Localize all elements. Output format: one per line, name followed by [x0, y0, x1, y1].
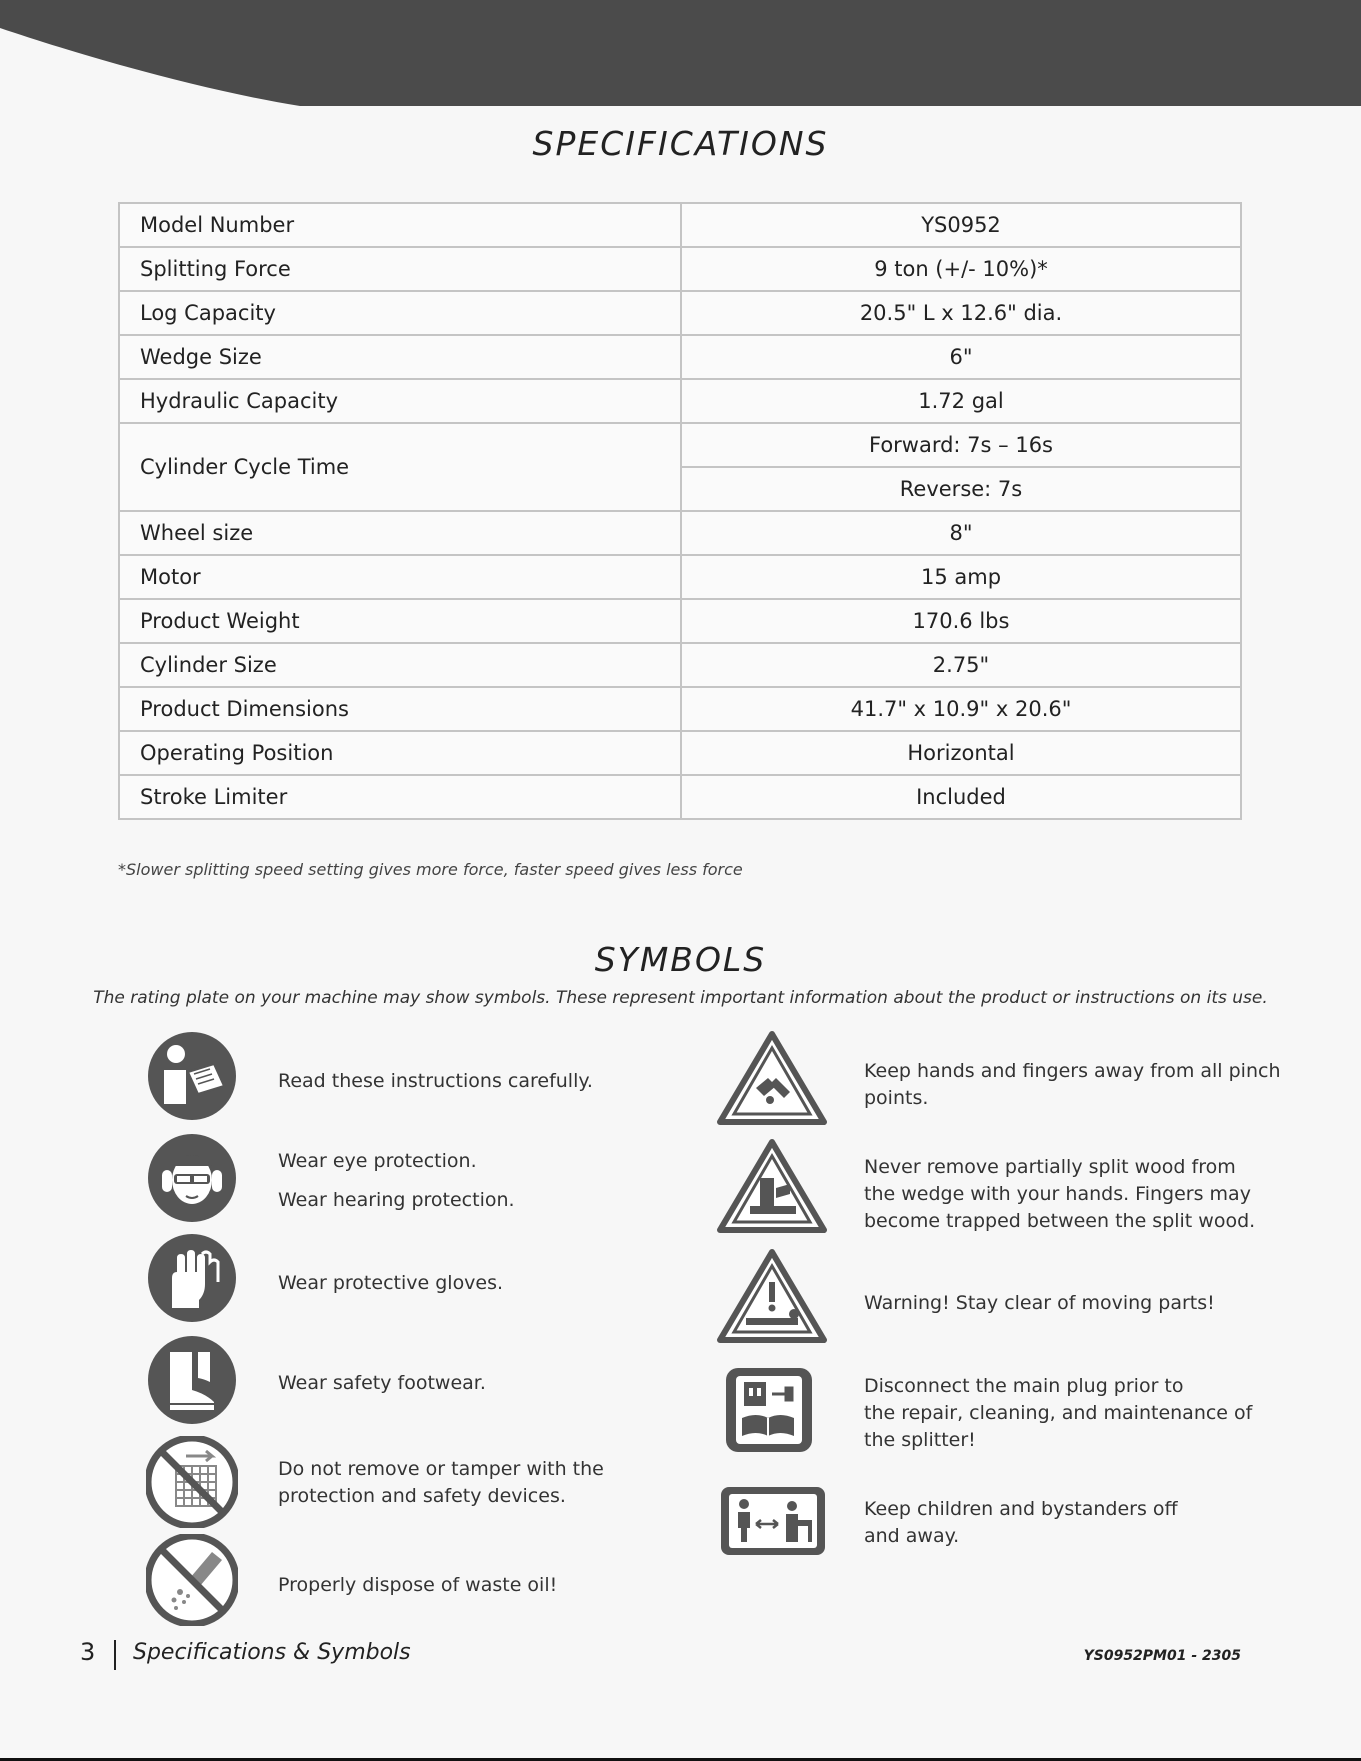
table-row — [119, 423, 1241, 467]
spec-value: 15 amp — [681, 555, 1241, 599]
pinch-point-warning-icon — [716, 1030, 828, 1126]
spec-value: Horizontal — [681, 731, 1241, 775]
spec-label: Wedge Size — [119, 335, 681, 379]
spec-value: 20.5" L x 12.6" dia. — [681, 291, 1241, 335]
spec-label: Cylinder Size — [119, 643, 681, 687]
eye-ear-protection-icon — [146, 1132, 238, 1224]
table-row — [119, 379, 1241, 423]
spec-value: 6" — [681, 335, 1241, 379]
safety-boot-icon — [146, 1334, 238, 1426]
table-row — [119, 555, 1241, 599]
spec-value: YS0952 — [681, 203, 1241, 247]
symbol-text: Never remove partially split wood from the wedge with your hands. Fingers may become trapped between the split wood. — [864, 1156, 1256, 1232]
symbol-text: Wear safety footwear. — [278, 1372, 486, 1394]
disconnect-plug-icon — [722, 1364, 816, 1456]
spec-value: 1.72 gal — [681, 379, 1241, 423]
specifications-table — [118, 202, 1242, 820]
footer-section-title: Specifications & Symbols — [133, 1640, 411, 1665]
spec-value: Included — [681, 775, 1241, 819]
table-row — [119, 687, 1241, 731]
symbol-text: Disconnect the main plug prior to the repair, cleaning, and maintenance of the splitter! — [864, 1375, 1253, 1451]
document-code: YS0952PM01 - 2305 — [1083, 1648, 1241, 1664]
spec-label: Cylinder Cycle Time — [119, 423, 681, 511]
spec-value: 9 ton (+/- 10%)* — [681, 247, 1241, 291]
read-manual-icon — [146, 1030, 238, 1122]
page-number: 3 — [80, 1638, 96, 1666]
symbols-intro: The rating plate on your machine may show symbols. These represent important information about the product or instructions on its use. — [93, 988, 1268, 1008]
spec-label: Motor — [119, 555, 681, 599]
spec-label: Hydraulic Capacity — [119, 379, 681, 423]
symbol-text: Wear protective gloves. — [278, 1272, 504, 1294]
symbol-text: Do not remove or tamper with the protection and safety devices. — [278, 1458, 604, 1507]
symbol-text: Keep hands and fingers away from all pinch points. — [864, 1060, 1281, 1109]
spec-value: 8" — [681, 511, 1241, 555]
symbols-title: SYMBOLS — [594, 940, 767, 979]
spec-label: Product Dimensions — [119, 687, 681, 731]
header-band — [0, 0, 1361, 110]
moving-parts-warning-icon — [716, 1248, 828, 1344]
spec-value: 41.7" x 10.9" x 20.6" — [681, 687, 1241, 731]
spec-label: Splitting Force — [119, 247, 681, 291]
table-row — [119, 335, 1241, 379]
table-row — [119, 511, 1241, 555]
bystanders-away-icon — [718, 1484, 828, 1558]
table-row — [119, 203, 1241, 247]
spec-footnote: *Slower splitting speed setting gives more force, faster speed gives less force — [118, 860, 743, 879]
spec-value: Forward: 7s – 16s — [681, 423, 1241, 467]
spec-value: 2.75" — [681, 643, 1241, 687]
spec-label: Model Number — [119, 203, 681, 247]
spec-value: 170.6 lbs — [681, 599, 1241, 643]
gloves-icon — [146, 1232, 238, 1324]
symbol-text: Warning! Stay clear of moving parts! — [864, 1292, 1215, 1314]
table-row — [119, 731, 1241, 775]
no-tamper-guard-icon — [146, 1436, 238, 1528]
symbol-text: Read these instructions carefully. — [278, 1070, 593, 1092]
dispose-oil-icon — [146, 1534, 238, 1626]
table-row — [119, 643, 1241, 687]
spec-label: Wheel size — [119, 511, 681, 555]
spec-label: Stroke Limiter — [119, 775, 681, 819]
specifications-title: SPECIFICATIONS — [532, 124, 829, 163]
table-row — [119, 775, 1241, 819]
spec-value: Reverse: 7s — [681, 467, 1241, 511]
spec-label: Operating Position — [119, 731, 681, 775]
table-row — [119, 291, 1241, 335]
spec-label: Log Capacity — [119, 291, 681, 335]
symbol-text: Properly dispose of waste oil! — [278, 1574, 558, 1596]
spec-label: Product Weight — [119, 599, 681, 643]
table-row — [119, 599, 1241, 643]
symbol-text: Wear eye protection. Wear hearing protection. — [278, 1150, 515, 1211]
split-wood-hands-warning-icon — [716, 1138, 828, 1234]
table-row — [119, 247, 1241, 291]
symbol-text: Keep children and bystanders off and away. — [864, 1498, 1178, 1547]
footer-divider — [114, 1640, 116, 1670]
